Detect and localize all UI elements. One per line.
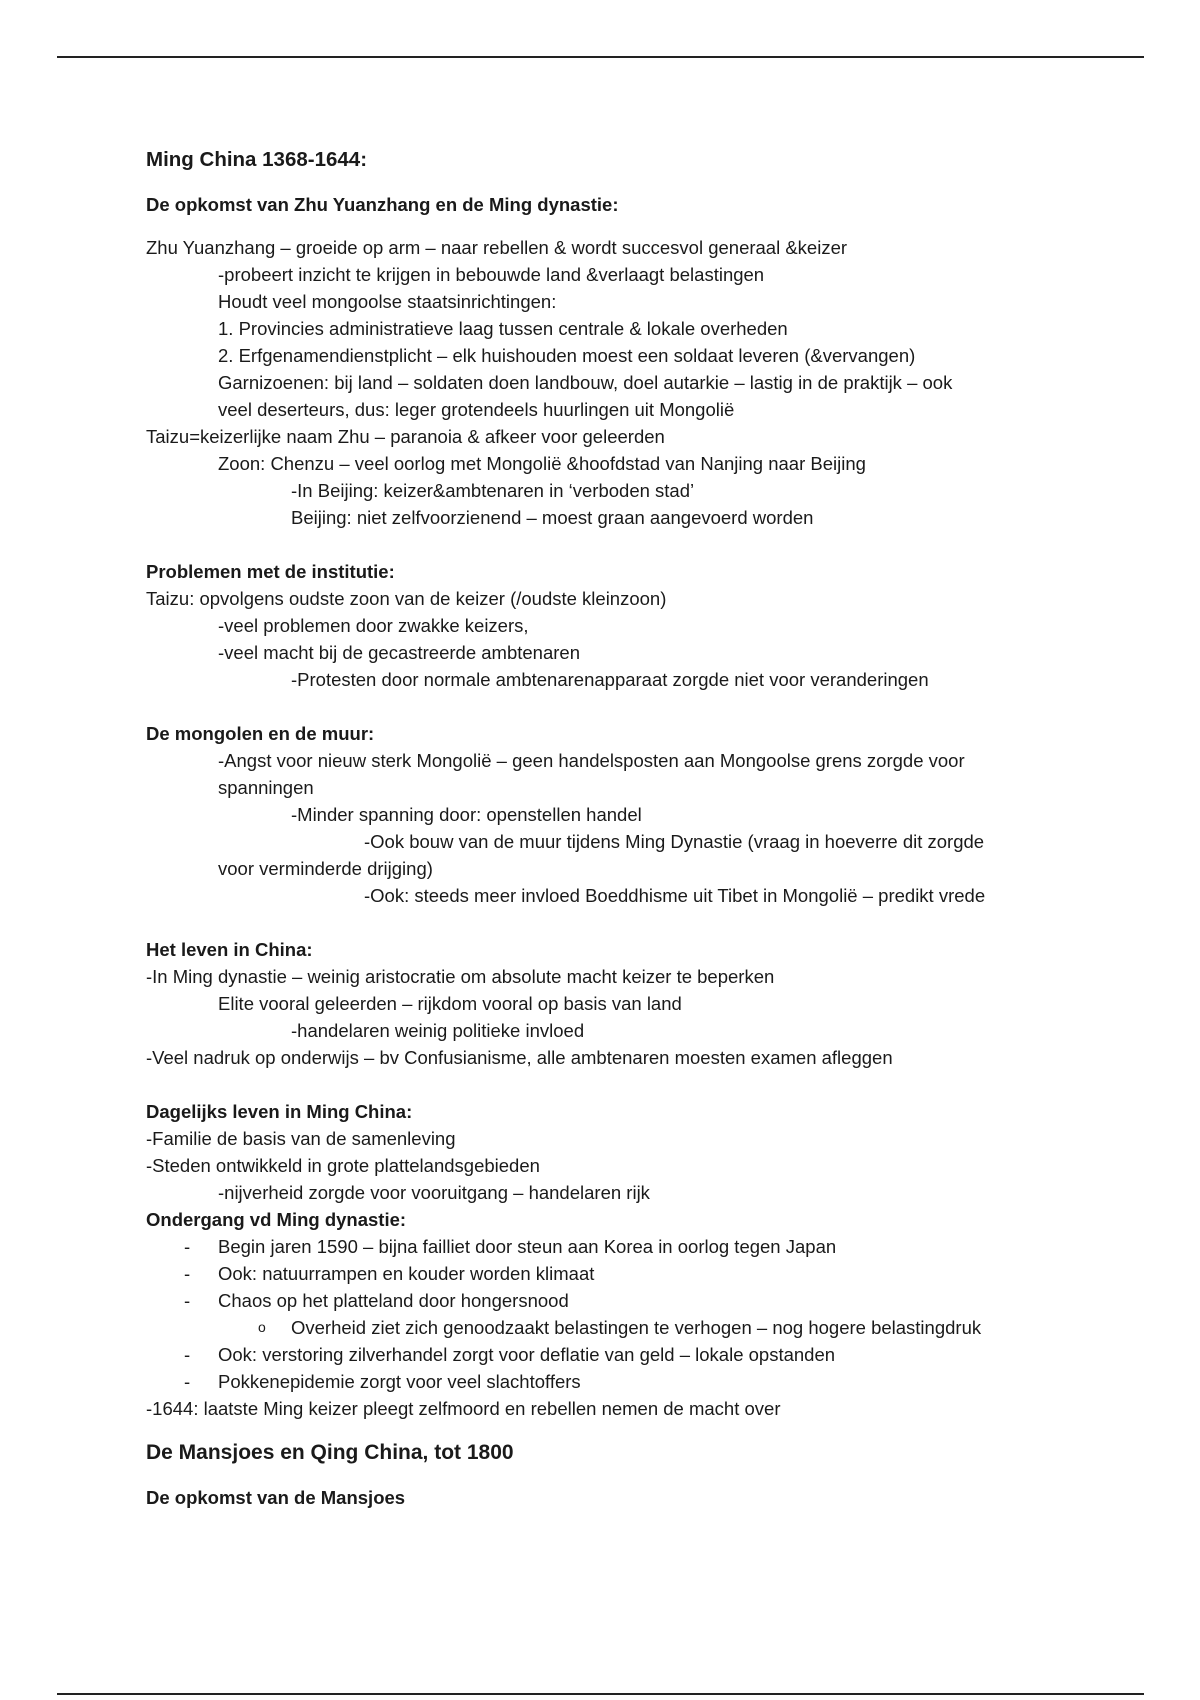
text-line: -Familie de basis van de samenleving [146, 1128, 456, 1149]
text-line: Houdt veel mongoolse staatsinrichtingen: [218, 291, 557, 312]
text-line: Taizu=keizerlijke naam Zhu – paranoia & afkeer voor geleerden [146, 426, 665, 447]
document-page [146, 145, 1146, 1511]
list-item-text: Chaos op het platteland door hongersnood [218, 1290, 569, 1311]
text-line: -1644: laatste Ming keizer pleegt zelfmoord en rebellen nemen de macht over [146, 1398, 781, 1419]
bullet-dash-icon: - [184, 1290, 191, 1311]
section2-title: De Mansjoes en Qing China, tot 1800 [146, 1441, 514, 1464]
text-line: -Minder spanning door: openstellen handel [291, 804, 642, 825]
text-line: 2. Erfgenamendienstplicht – elk huishouden moest een soldaat leveren (&vervangen) [218, 345, 916, 366]
text-line: -Ook: steeds meer invloed Boeddhisme uit Tibet in Mongolië – predikt vrede [364, 885, 986, 906]
header-rule [57, 56, 1144, 58]
text-line: Zhu Yuanzhang – groeide op arm – naar rebellen & wordt succesvol generaal &keizer [146, 237, 848, 258]
section-heading: Het leven in China: [146, 939, 313, 960]
section-heading: Problemen met de institutie: [146, 561, 395, 582]
list-item-text: Ook: verstoring zilverhandel zorgt voor deflatie van geld – lokale opstanden [218, 1344, 836, 1365]
text-line: Garnizoenen: bij land – soldaten doen landbouw, doel autarkie – lastig in de praktijk – ook [218, 372, 953, 393]
text-line: -Ook bouw van de muur tijdens Ming Dynastie (vraag in hoeverre dit zorgde [364, 831, 985, 852]
section-heading: De opkomst van de Mansjoes [146, 1487, 406, 1508]
bullet-dash-icon: - [184, 1263, 191, 1284]
list-item-text: Ook: natuurrampen en kouder worden klimaat [218, 1263, 595, 1284]
text-line: voor verminderde drijging) [218, 858, 433, 879]
list-item [146, 1260, 1146, 1287]
text-line: -nijverheid zorgde voor vooruitgang – handelaren rijk [218, 1182, 650, 1203]
text-line: Zoon: Chenzu – veel oorlog met Mongolië &hoofdstad van Nanjing naar Beijing [218, 453, 866, 474]
text-line: Taizu: opvolgens oudste zoon van de keizer (/oudste kleinzoon) [146, 588, 667, 609]
section-heading: Ondergang vd Ming dynastie: [146, 1209, 407, 1230]
text-line: -Steden ontwikkeld in grote plattelandsgebieden [146, 1155, 540, 1176]
text-line: -handelaren weinig politieke invloed [291, 1020, 585, 1041]
bullet-dash-icon: - [184, 1236, 191, 1257]
text-line: spanningen [218, 777, 314, 798]
list-item [146, 1341, 1146, 1368]
footer-rule [57, 1693, 1144, 1695]
text-line: -veel problemen door zwakke keizers, [218, 615, 529, 636]
text-line: Beijing: niet zelfvoorzienend – moest graan aangevoerd worden [291, 507, 814, 528]
section-heading: De opkomst van Zhu Yuanzhang en de Ming dynastie: [146, 194, 619, 215]
list-item [146, 1368, 1146, 1395]
section-heading: De mongolen en de muur: [146, 723, 375, 744]
bullet-dash-icon: - [184, 1344, 191, 1365]
list-item [146, 1233, 1146, 1260]
list-item-text: Overheid ziet zich genoodzaakt belastingen te verhogen – nog hogere belastingdruk [291, 1317, 982, 1338]
list-item-text: Begin jaren 1590 – bijna failliet door steun aan Korea in oorlog tegen Japan [218, 1236, 837, 1257]
list-item [146, 1287, 1146, 1314]
text-line: -Veel nadruk op onderwijs – bv Confusianisme, alle ambtenaren moesten examen afleggen [146, 1047, 893, 1068]
page-title: Ming China 1368-1644: [146, 148, 368, 171]
text-line: -In Ming dynastie – weinig aristocratie om absolute macht keizer te beperken [146, 966, 775, 987]
list-item-text: Pokkenepidemie zorgt voor veel slachtoffers [218, 1371, 581, 1392]
text-line: 1. Provincies administratieve laag tussen centrale & lokale overheden [218, 318, 788, 339]
bullet-circle-icon: o [258, 1319, 266, 1335]
list-subitem [146, 1314, 1146, 1341]
text-line: -veel macht bij de gecastreerde ambtenaren [218, 642, 580, 663]
text-line: Elite vooral geleerden – rijkdom vooral op basis van land [218, 993, 682, 1014]
bullet-dash-icon: - [184, 1371, 191, 1392]
text-line: -probeert inzicht te krijgen in bebouwde land &verlaagt belastingen [218, 264, 765, 285]
text-line: -Angst voor nieuw sterk Mongolië – geen handelsposten aan Mongoolse grens zorgde voor [218, 750, 965, 771]
text-line: -In Beijing: keizer&ambtenaren in ‘verboden stad’ [291, 480, 695, 501]
text-line: veel deserteurs, dus: leger grotendeels huurlingen uit Mongolië [218, 399, 735, 420]
section-heading: Dagelijks leven in Ming China: [146, 1101, 413, 1122]
text-line: -Protesten door normale ambtenarenapparaat zorgde niet voor veranderingen [291, 669, 929, 690]
